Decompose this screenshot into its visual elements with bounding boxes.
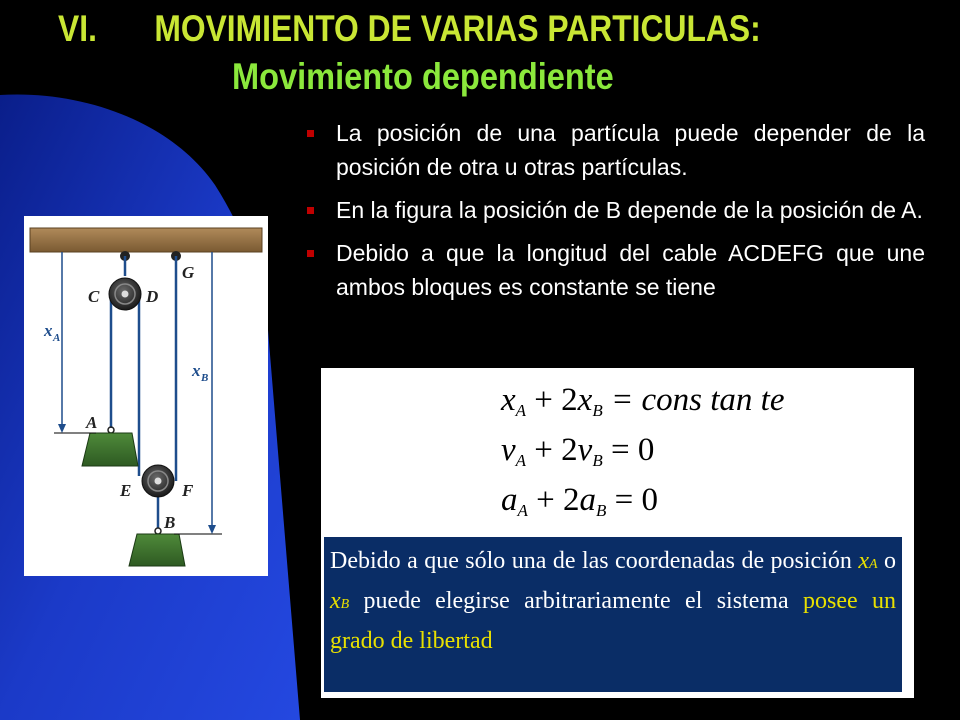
degrees-of-freedom-note: Debido a que sólo una de las coordenadas de posición xA o xB puede elegirse arbitrariamente el sistema posee un grado de libertad (324, 537, 902, 692)
label-xa: x (44, 321, 53, 340)
bullet-text: La posición de una partícula puede depender de la posición de otra u otras partículas. (336, 120, 925, 180)
label-b: B (164, 513, 176, 532)
label-c: C (88, 287, 100, 306)
equation-velocity: $v_A + 2v_B = 0$ (501, 432, 655, 470)
label-xb-sub: B (201, 372, 209, 384)
ceiling-beam (30, 228, 262, 252)
label-xa-sub: A (53, 332, 61, 344)
note-highlight: posee un grado de libertad (330, 588, 896, 654)
bullet-list (305, 116, 925, 313)
bullet-marker-icon (307, 207, 314, 214)
bullet-item (305, 193, 925, 227)
label-g: G (182, 263, 195, 282)
bullet-marker-icon (307, 130, 314, 137)
equations-area (321, 368, 914, 533)
label-a: A (86, 413, 98, 432)
block-b (129, 534, 185, 566)
slide-title (58, 8, 761, 50)
bullet-text: Debido a que la longitud del cable ACDEFG que une ambos bloques es constante se tiene (336, 240, 925, 300)
bullet-item (305, 116, 925, 184)
label-f: F (182, 481, 194, 500)
var-xb: xB (330, 588, 350, 614)
bullet-text: En la figura la posición de B depende de la posición de A. (336, 197, 923, 223)
equation-acceleration: $a_A + 2a_B = 0$ (501, 482, 659, 520)
equation-position: $x_A + 2x_B$ = cons tan te (501, 382, 785, 420)
title-text: MOVIMIENTO DE VARIAS PARTICULAS: (154, 8, 761, 49)
title-number: VI. (58, 8, 97, 49)
label-e: E (120, 481, 132, 500)
slide-subtitle: Movimiento dependiente (232, 56, 614, 97)
label-xb: x (192, 361, 201, 380)
equations-box (321, 368, 914, 698)
var-xa: xA (858, 548, 878, 574)
block-a (82, 433, 138, 466)
pulley-figure (24, 216, 268, 576)
pulley-diagram (24, 216, 268, 576)
label-d: D (146, 287, 159, 306)
bullet-marker-icon (307, 250, 314, 257)
bullet-item (305, 236, 925, 304)
